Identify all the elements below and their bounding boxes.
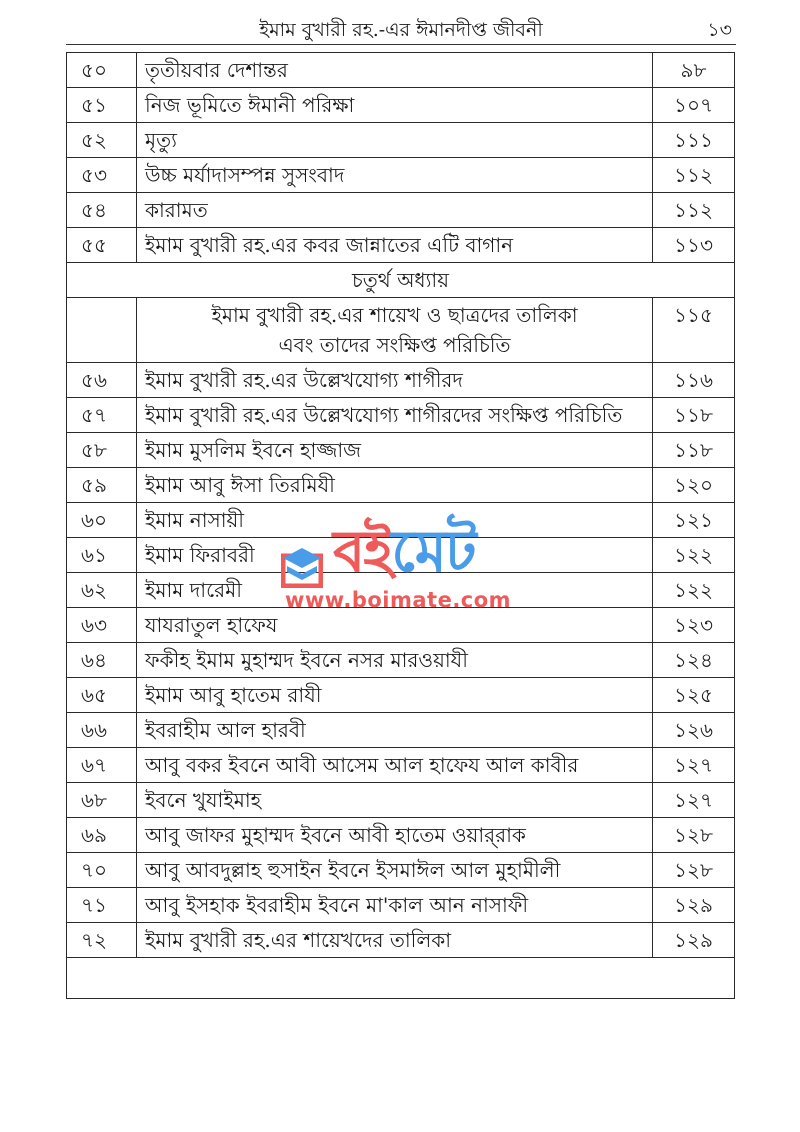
entry-title: ইমাম আবু ঈসা তিরমিযী xyxy=(137,468,653,503)
entry-page: ১২৭ xyxy=(653,783,735,818)
entry-title: আবু বকর ইবনে আবী আসেম আল হাফেয আল কাবীর xyxy=(137,748,653,783)
entry-page: ১১২ xyxy=(653,193,735,228)
entry-title: আবু আবদুল্লাহ হুসাইন ইবনে ইসমাঈল আল মুহামীলী xyxy=(137,853,653,888)
entry-title: ইমাম মুসলিম ইবনে হাজ্জাজ xyxy=(137,433,653,468)
entry-title: ইবরাহীম আল হারবী xyxy=(137,713,653,748)
entry-number: ৭১ xyxy=(67,888,137,923)
entry-title xyxy=(137,298,653,363)
entry-number: ৬৪ xyxy=(67,643,137,678)
entry-page: ১১৬ xyxy=(653,363,735,398)
entry-page: ১১২ xyxy=(653,158,735,193)
entry-page: ১২২ xyxy=(653,538,735,573)
table-row xyxy=(67,783,735,818)
entry-page: ১২৯ xyxy=(653,888,735,923)
entry-title: ফকীহ ইমাম মুহাম্মদ ইবনে নসর মারওয়াযী xyxy=(137,643,653,678)
entry-title: কারামত xyxy=(137,193,653,228)
table-row xyxy=(67,468,735,503)
entry-title: উচ্চ মর্যাদাসম্পন্ন সুসংবাদ xyxy=(137,158,653,193)
chapter-intro-row xyxy=(67,298,735,363)
table-row xyxy=(67,923,735,958)
entry-number: ৬০ xyxy=(67,503,137,538)
entry-title: আবু জাফর মুহাম্মদ ইবনে আবী হাতেম ওয়ার্‌রাক xyxy=(137,818,653,853)
table-row xyxy=(67,433,735,468)
empty-cell xyxy=(67,958,735,999)
entry-number: ৬৫ xyxy=(67,678,137,713)
entry-title: ইমাম বুখারী রহ.এর উল্লেখযোগ্য শাগীরদের সংক্ষিপ্ত পরিচিতি xyxy=(137,398,653,433)
watermark-logo-text: বইমেট xyxy=(333,517,475,585)
table-row xyxy=(67,818,735,853)
entry-page: ১২৭ xyxy=(653,748,735,783)
entry-page: ১২৮ xyxy=(653,818,735,853)
entry-number: ৫৪ xyxy=(67,193,137,228)
entry-number: ৫৫ xyxy=(67,228,137,263)
table-row xyxy=(67,363,735,398)
entry-number: ৫৭ xyxy=(67,398,137,433)
table-row xyxy=(67,678,735,713)
entry-title-line1: ইমাম বুখারী রহ.এর শায়েখ ও ছাত্রদের তালিকা xyxy=(211,303,578,327)
entry-title: আবু ইসহাক ইবরাহীম ইবনে মা'কাল আন নাসাফী xyxy=(137,888,653,923)
entry-number: ৫৩ xyxy=(67,158,137,193)
entry-title: তৃতীয়বার দেশান্তর xyxy=(137,53,653,88)
entry-number: ৫৯ xyxy=(67,468,137,503)
table-row xyxy=(67,608,735,643)
entry-number: ৫২ xyxy=(67,123,137,158)
entry-number: ৬৭ xyxy=(67,748,137,783)
entry-page: ১১১ xyxy=(653,123,735,158)
entry-number: ৬৬ xyxy=(67,713,137,748)
entry-number: ৫০ xyxy=(67,53,137,88)
entry-title: ইমাম আবু হাতেম রাযী xyxy=(137,678,653,713)
table-row xyxy=(67,158,735,193)
entry-number: ৫৮ xyxy=(67,433,137,468)
entry-title: ইমাম নাসায়ী xyxy=(137,503,653,538)
table-of-contents xyxy=(66,52,735,999)
entry-title: যাযরাতুল হাফেয xyxy=(137,608,653,643)
table-row xyxy=(67,573,735,608)
entry-page: ১২০ xyxy=(653,468,735,503)
entry-title: ইমাম দারেমী xyxy=(137,573,653,608)
page-number: ১৩ xyxy=(707,19,732,41)
running-title: ইমাম বুখারী রহ.-এর ঈমানদীপ্ত জীবনী xyxy=(259,19,543,41)
entry-title: ইমাম ফিরাবরী xyxy=(137,538,653,573)
entry-title: ইমাম বুখারী রহ.এর শায়েখদের তালিকা xyxy=(137,923,653,958)
entry-title: নিজ ভূমিতে ঈমানী পরিক্ষা xyxy=(137,88,653,123)
entry-title: ইমাম বুখারী রহ.এর কবর জান্নাতের এটি বাগান xyxy=(137,228,653,263)
table-row xyxy=(67,53,735,88)
entry-page: ১১৮ xyxy=(653,433,735,468)
entry-page: ১১৫ xyxy=(653,298,735,363)
entry-page: ১১৩ xyxy=(653,228,735,263)
entry-title-line2: এবং তাদের সংক্ষিপ্ত পরিচিতি xyxy=(278,333,511,357)
entry-number: ৭০ xyxy=(67,853,137,888)
entry-page: ১২৮ xyxy=(653,853,735,888)
table-row xyxy=(67,228,735,263)
entry-number: ৬৯ xyxy=(67,818,137,853)
entry-title: ইমাম বুখারী রহ.এর উল্লেখযোগ্য শাগীরদ xyxy=(137,363,653,398)
entry-page: ১২৩ xyxy=(653,608,735,643)
table-row xyxy=(67,888,735,923)
table-row xyxy=(67,713,735,748)
table-row xyxy=(67,398,735,433)
entry-number: ৭২ xyxy=(67,923,137,958)
entry-number: ৬৮ xyxy=(67,783,137,818)
entry-page: ১০৭ xyxy=(653,88,735,123)
entry-page: ১২১ xyxy=(653,503,735,538)
entry-page: ১২৬ xyxy=(653,713,735,748)
entry-page: ১২৫ xyxy=(653,678,735,713)
table-row xyxy=(67,88,735,123)
empty-row xyxy=(67,958,735,999)
chapter-heading: চতুর্থ অধ্যায় xyxy=(67,263,735,298)
entry-number: ৬৩ xyxy=(67,608,137,643)
table-row xyxy=(67,503,735,538)
table-row xyxy=(67,748,735,783)
header-divider xyxy=(66,44,736,45)
entry-page: ১২৯ xyxy=(653,923,735,958)
table-row xyxy=(67,538,735,573)
table-row xyxy=(67,643,735,678)
entry-page: ৯৮ xyxy=(653,53,735,88)
entry-title: মৃত্যু xyxy=(137,123,653,158)
entry-page: ১১৮ xyxy=(653,398,735,433)
entry-number: ৫১ xyxy=(67,88,137,123)
entry-page: ১২৪ xyxy=(653,643,735,678)
entry-number: ৬১ xyxy=(67,538,137,573)
watermark-url: www.boimate.com xyxy=(285,588,512,612)
entry-number: ৬২ xyxy=(67,573,137,608)
table-row xyxy=(67,123,735,158)
table-row xyxy=(67,853,735,888)
chapter-heading-row xyxy=(67,263,735,298)
entry-page: ১২২ xyxy=(653,573,735,608)
entry-number: ৫৬ xyxy=(67,363,137,398)
table-row xyxy=(67,193,735,228)
entry-title: ইবনে খুযাইমাহ xyxy=(137,783,653,818)
entry-number xyxy=(67,298,137,363)
page-header xyxy=(66,14,736,42)
